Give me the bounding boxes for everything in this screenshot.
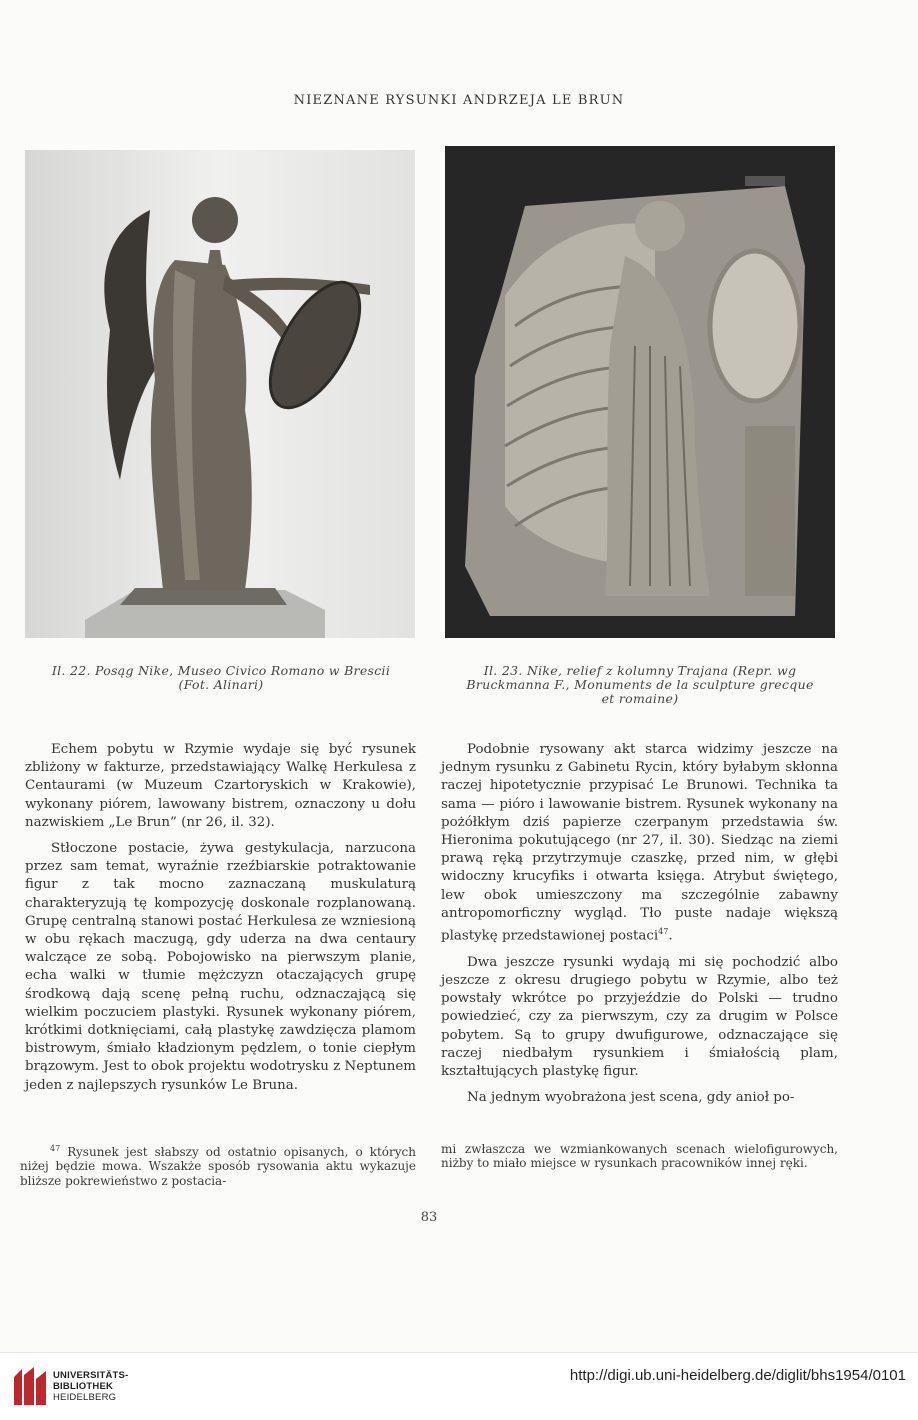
- paragraph: Stłoczone postacie, żywa gestykulacja, narzucona przez sam temat, wyraźnie rzeźbiarskie potraktowanie figur z tak mocno zaznaczaną muskulaturą charakteryzują tę kompozycję doskonale rozplanowaną. Grupę centralną stanowi postać Herkulesa ze wzniesioną w obu rękach maczugą, gdy uderza na dwa centaury walczące ze sobą. Pobojowisko na pierwszym planie, echa walki w tłumie mężczyzn otaczających grupę środkową dają scenę pełną ruchu, odznaczającą się wielkim poczuciem plastyki. Rysunek wykonany piórem, krótkimi dotknięciami, całą plastykę zawdzięcza plamom bistrowym, śmiało kładzionym pędzlem, o tonie ciepłym brązowym. Jest to obok projektu wodotrysku z Neptunem jeden z najlepszych rysunków Le Bruna.: [25, 841, 416, 1093]
- figure-23-caption-line: et romaine): [601, 691, 679, 706]
- library-name-line: BIBLIOTHEK: [53, 1381, 114, 1392]
- library-name-line: HEIDELBERG: [53, 1392, 117, 1403]
- paragraph: [441, 741, 838, 946]
- footnote-reference: 47: [658, 927, 669, 937]
- footnote-number: 47: [50, 1144, 61, 1153]
- body-column-left: [25, 741, 416, 1103]
- library-name[interactable]: [53, 1370, 128, 1403]
- body-column-right: [441, 741, 838, 1115]
- paragraph: Na jednym wyobrażona jest scena, gdy anioł po-: [467, 1090, 795, 1106]
- permalink-url[interactable]: http://digi.ub.uni-heidelberg.de/diglit/bhs1954/0101: [569, 1367, 906, 1384]
- paragraph-text: Podobnie rysowany akt starca widzimy jeszcze na jednym rysunku z Gabinetu Rycin, który byłabym skłonna raczej hipotetycznie przypisać Le Brunowi. Technika ta sama — pióro i lawowanie bistrem. Rysunek wykonany na pożółkłym dziś papierze czerpanym przedstawia św. Hieronima pokutującego (nr 27, il. 30). Siedząc na ziemi prawą ręką przytrzymuje czaszkę, przed nim, w głębi widoczny krucyfiks i otwarta księga. Atrybut świętego, lew obok umieszczony ma szczególnie zabawny antropomorficzny wygląd. Tło puste nadaje większą plastykę przedstawionej postaci: [441, 742, 838, 944]
- figure-23-caption-line: Bruckmanna F., Monuments de la sculpture grecque: [466, 677, 814, 692]
- library-name-line: UNIVERSITÄTS-: [53, 1370, 129, 1381]
- figure-22-caption-line: (Fot. Alinari): [178, 677, 264, 692]
- figure-23-caption-line: Il. 23. Nike, relief z kolumny Trajana (Repr. wg: [483, 663, 797, 678]
- page-number: 83: [420, 1210, 438, 1225]
- footnote-right: mi zwłaszcza we wzmiankowanych scenach wielofigurowych, niżby to miało miejsce w rysunkach pracowników innej ręki.: [441, 1142, 838, 1171]
- figure-22-caption-line: Il. 22. Posąg Nike, Museo Civico Romano w Brescii: [51, 663, 391, 678]
- running-head: NIEZNANE RYSUNKI ANDRZEJA LE BRUN: [293, 93, 625, 108]
- figure-23-caption: [440, 664, 840, 706]
- figure-22-photo-nike-statue: [25, 150, 415, 638]
- library-footer-bar: [0, 1352, 918, 1420]
- figure-23-photo-nike-relief: [445, 146, 835, 638]
- footnote-text: Rysunek jest słabszy od ostatnio opisanych, o których niżej będzie mowa. Wszakże sposób rysowania aktu wykazuje bliższe pokrewieństwo z postacia-: [20, 1145, 416, 1188]
- nike-statue-illustration: [25, 150, 415, 638]
- footnote-left: [20, 1142, 416, 1188]
- figure-22-caption: [25, 664, 417, 692]
- nike-relief-illustration: [445, 146, 835, 638]
- paragraph: Dwa jeszcze rysunki wydają mi się pochodzić albo jeszcze z okresu drugiego pobytu w Rzymie, albo też powstały wkrótce po przyjeździe do Polski — trudno powiedzieć, czy za pierwszym, czy za drugim w Polsce pobytem. Są to grupy dwufigurowe, odznaczające się raczej niedbałym rysunkiem i śmiałością plam, kształtujących plastykę figur.: [441, 954, 838, 1079]
- paragraph-end: .: [668, 928, 673, 944]
- paragraph: Echem pobytu w Rzymie wydaje się być rysunek zbliżony w fakturze, przedstawiający Walkę Herkulesa z Centaurami (w Muzeum Czartoryskich w Krakowie), wykonany piórem, lawowany bistrem, oznaczony u dołu nazwiskiem „Le Brun” (nr 26, il. 32).: [25, 742, 416, 830]
- university-library-logo-icon[interactable]: [12, 1365, 48, 1407]
